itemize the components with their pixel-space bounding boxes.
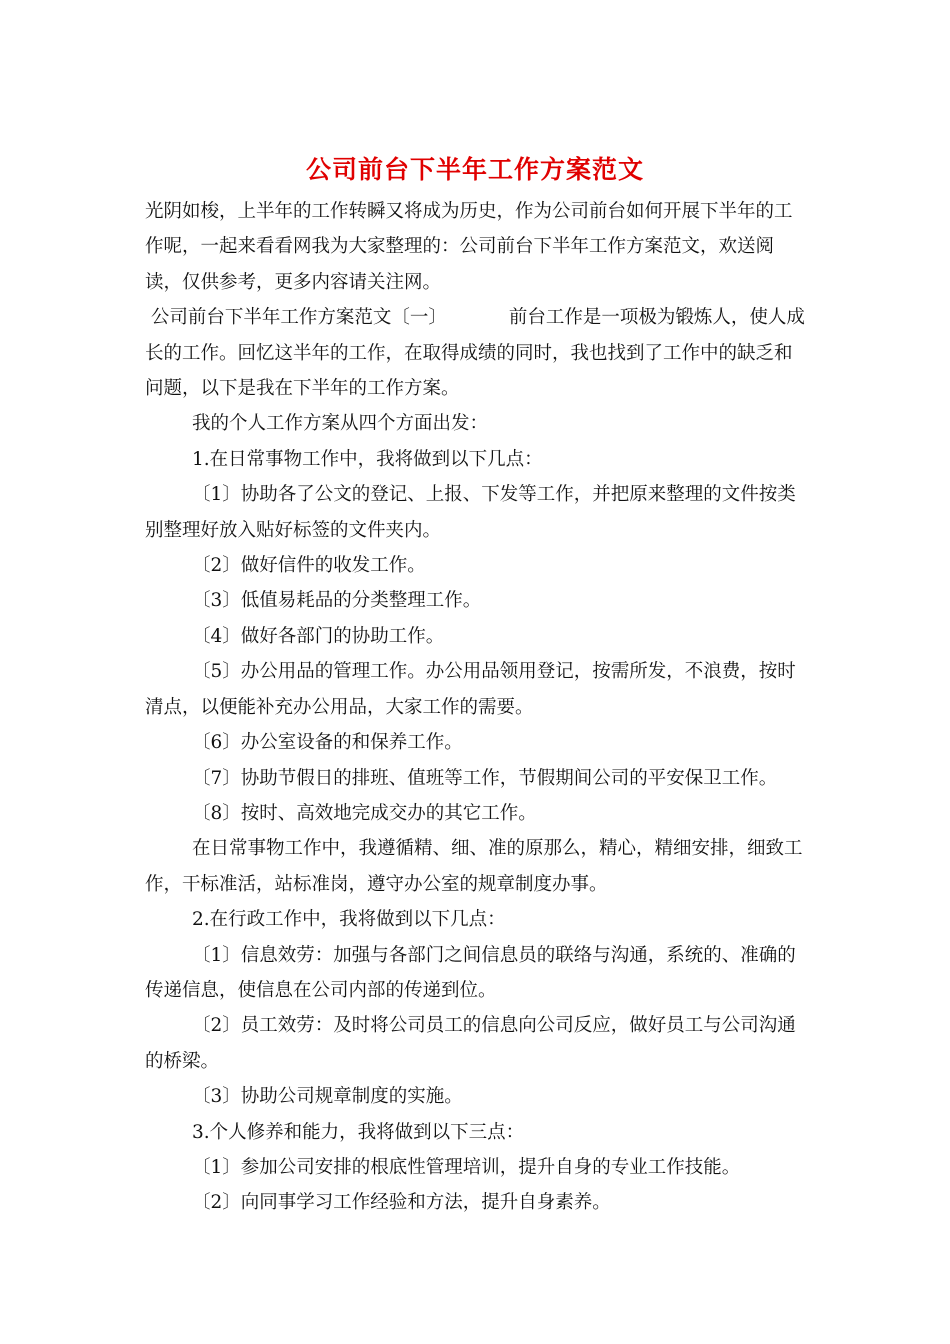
paragraph: 〔2〕做好信件的收发工作。	[192, 555, 426, 577]
opening-text: 前台工作是一项极为锻炼人，使人成长的工作。回忆这半年的工作，在取得成绩的同时，我也找到了工作中的缺乏和问题，以下是我在下半年的工作方案。	[145, 307, 805, 400]
document-body	[145, 194, 805, 1221]
paragraph: 在日常事物工作中，我遵循精、细、准的原那么，精心，精细安排，细致工作，干标准活，站标准岗，遵守办公室的规章制度办事。	[145, 838, 803, 895]
paragraph: 我的个人工作方案从四个方面出发：	[192, 413, 489, 435]
paragraph: 〔1〕信息效劳：加强与各部门之间信息员的联络与沟通，系统的、准确的传递信息，使信息在公司内部的传递到位。	[145, 944, 796, 1001]
paragraph: 〔5〕办公用品的管理工作。办公用品领用登记，按需所发，不浪费，按时清点，以便能补充办公用品，大家工作的需要。	[145, 661, 796, 718]
paragraph: 1.在日常事物工作中，我将做到以下几点：	[192, 448, 543, 470]
paragraph: 〔4〕做好各部门的协助工作。	[192, 625, 445, 647]
paragraph: 〔7〕协助节假日的排班、值班等工作，节假期间公司的平安保卫工作。	[192, 767, 778, 789]
paragraph: 〔1〕参加公司安排的根底性管理培训，提升自身的专业工作技能。	[192, 1156, 741, 1178]
paragraph: 〔3〕协助公司规章制度的实施。	[192, 1086, 463, 1108]
paragraph: 〔8〕按时、高效地完成交办的其它工作。	[192, 802, 537, 824]
section-heading: 公司前台下半年工作方案范文〔一〕	[150, 307, 447, 329]
paragraph: 〔6〕办公室设备的和保养工作。	[192, 732, 463, 754]
intro-paragraph: 光阴如梭，上半年的工作转瞬又将成为历史，作为公司前台如何开展下半年的工作呢，一起来看看网我为大家整理的：公司前台下半年工作方案范文，欢送阅读，仅供参考，更多内容请关注网。	[145, 201, 793, 293]
paragraph: 〔2〕向同事学习工作经验和方法，提升自身素养。	[192, 1192, 611, 1214]
section-heading-paragraph	[145, 300, 805, 406]
paragraph: 〔2〕员工效劳：及时将公司员工的信息向公司反应，做好员工与公司沟通的桥梁。	[145, 1015, 796, 1072]
paragraph: 〔1〕协助各了公文的登记、上报、下发等工作，并把原来整理的文件按类别整理好放入贴好标签的文件夹内。	[145, 484, 796, 541]
paragraph: 3.个人修养和能力，我将做到以下三点：	[192, 1121, 525, 1143]
paragraph: 2.在行政工作中，我将做到以下几点：	[192, 909, 506, 931]
document-title: 公司前台下半年工作方案范文	[305, 155, 644, 184]
paragraph: 〔3〕低值易耗品的分类整理工作。	[192, 590, 482, 612]
